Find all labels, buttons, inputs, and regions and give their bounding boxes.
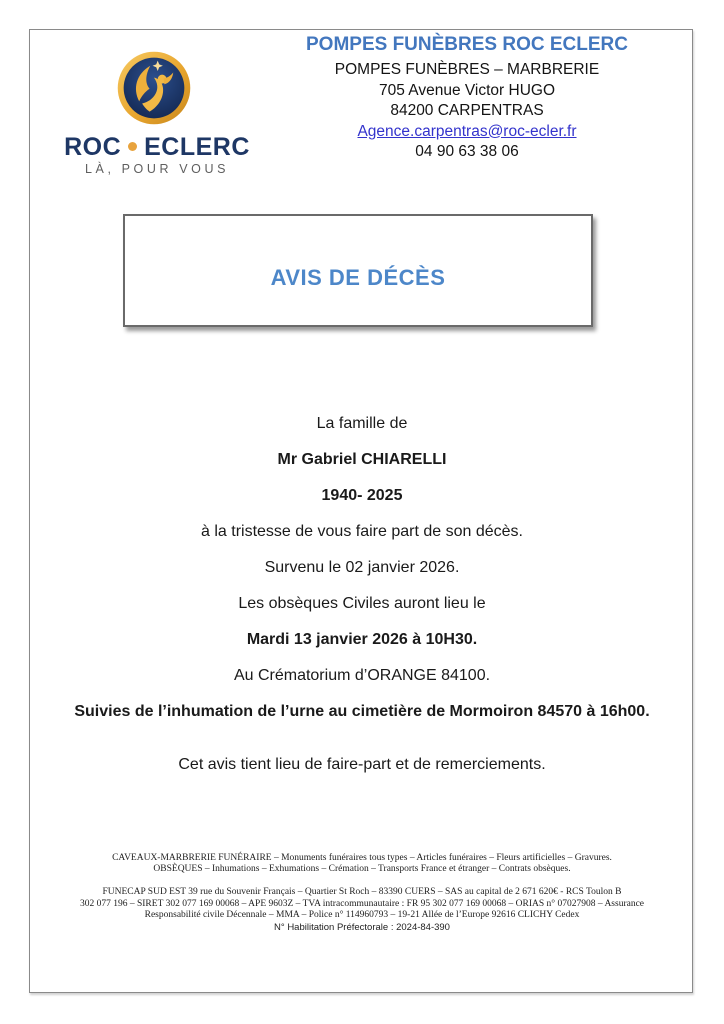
agency-address-city: 84200 CARPENTRAS bbox=[390, 102, 544, 119]
deceased-years: 1940- 2025 bbox=[321, 487, 403, 504]
brand-dot-icon bbox=[128, 142, 137, 151]
ceremony-place-line: Au Crématorium d’ORANGE 84100. bbox=[233, 667, 491, 684]
brand-wordmark bbox=[37, 133, 277, 162]
footer-legal-line: Responsabilité civile Décennale – MMA – Police n° 114960793 – 19-21 Allée de l’Europe 92616 CLICHY Cedex bbox=[144, 910, 580, 920]
agency-email-link[interactable]: Agence.carpentras@roc-ecler.fr bbox=[357, 122, 577, 140]
notice-title: AVIS DE DÉCÈS bbox=[270, 264, 446, 290]
footer-legal-line: FUNECAP SUD EST 39 rue du Souvenir Français – Quartier St Roch – 83390 CUERS – SAS au capital de 2 671 620€ - RCS Toulon B bbox=[102, 887, 622, 897]
agency-address-street: 705 Avenue Victor HUGO bbox=[378, 81, 556, 99]
agency-phone: 04 90 63 38 06 bbox=[415, 143, 519, 160]
habilitation-number: N° Habilitation Préfectorale : 2024-84-390 bbox=[274, 921, 450, 933]
footer-legal-line: 302 077 196 – SIRET 302 077 169 00068 – APE 9603Z – TVA intracommunautaire : FR 95 302 077 169 00068 – ORIAS n° 07027908 – Assurance bbox=[79, 898, 645, 909]
footer bbox=[42, 853, 682, 933]
ceremony-date-line: Mardi 13 janvier 2026 à 10H30. bbox=[246, 631, 478, 648]
notice-paragraph: Les obsèques Civiles auront lieu le bbox=[238, 595, 486, 612]
brand-primary: ROC bbox=[64, 133, 122, 161]
deceased-name: Mr Gabriel CHIARELLI bbox=[277, 451, 447, 468]
brand-tagline: LÀ, POUR VOUS bbox=[84, 162, 230, 176]
footer-services-line: OBSÈQUES – Inhumations – Exhumations – Crémation – Transports France et étranger – Contrats obsèques. bbox=[153, 864, 571, 874]
footer-services bbox=[42, 853, 682, 875]
notice-paragraph: La famille de bbox=[316, 415, 408, 432]
roc-eclerc-emblem-icon bbox=[117, 51, 191, 125]
notice-title-box bbox=[123, 214, 593, 327]
emblem-background bbox=[124, 58, 185, 119]
burial-line: Suivies de l’inhumation de l’urne au cimetière de Mormoiron 84570 à 16h00. bbox=[74, 703, 650, 720]
brand-secondary: ECLERC bbox=[144, 133, 250, 161]
closing-line: Cet avis tient lieu de faire-part et de remerciements. bbox=[178, 756, 546, 773]
notice-body bbox=[42, 414, 682, 791]
agency-title: POMPES FUNÈBRES ROC ECLERC bbox=[306, 34, 628, 55]
footer-legal bbox=[42, 887, 682, 933]
notice-paragraph: à la tristesse de vous faire part de son décès. bbox=[201, 523, 523, 540]
footer-services-line: CAVEAUX-MARBRERIE FUNÉRAIRE – Monuments funéraires tous types – Articles funéraires – Fleurs artificielles – Gravures. bbox=[112, 853, 612, 863]
death-date-line: Survenu le 02 janvier 2026. bbox=[264, 559, 460, 576]
agency-header bbox=[297, 33, 637, 163]
agency-subtitle: POMPES FUNÈBRES – MARBRERIE bbox=[334, 61, 600, 78]
